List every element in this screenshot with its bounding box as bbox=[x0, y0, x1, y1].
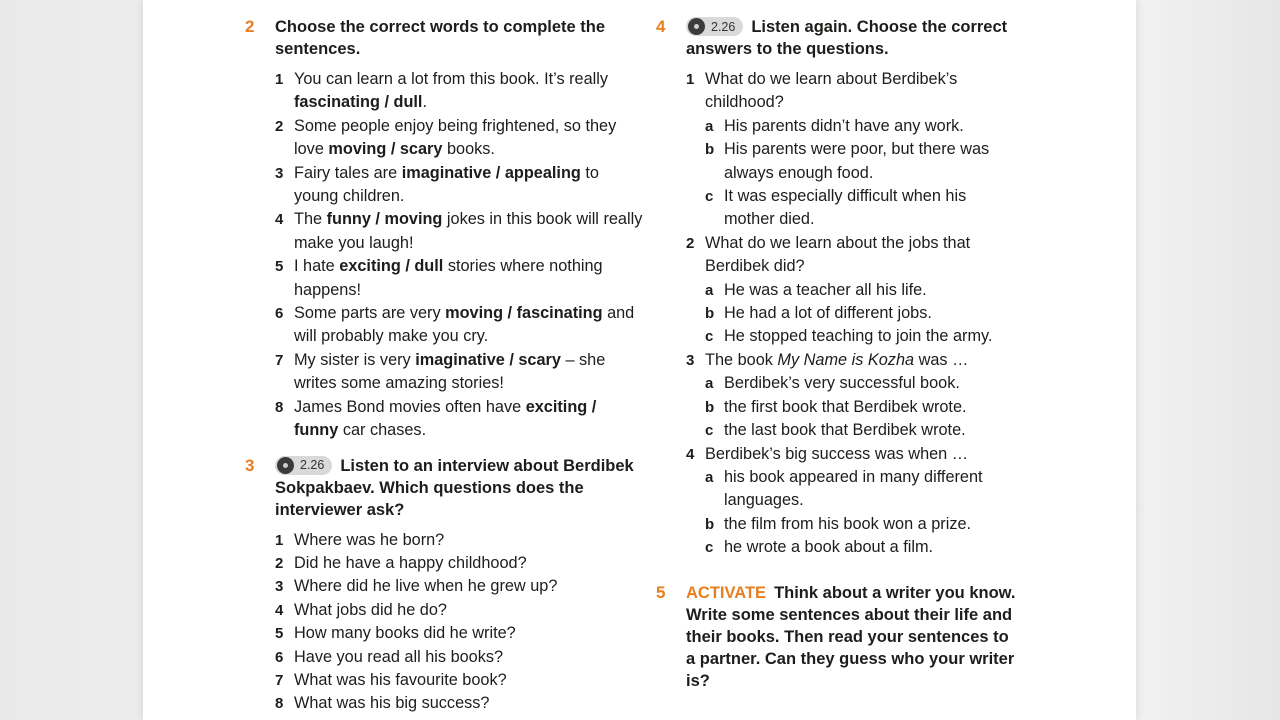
audio-track-button[interactable] bbox=[275, 456, 332, 475]
answer-option[interactable] bbox=[705, 185, 1016, 232]
track-number: 2.26 bbox=[300, 458, 325, 472]
item-number: 4 bbox=[686, 445, 695, 463]
item-text: Did he have a happy childhood? bbox=[294, 553, 527, 572]
item-number: 1 bbox=[275, 531, 284, 549]
item-text: Some people enjoy being frightened, so they love moving / scary books. bbox=[294, 116, 617, 159]
item-text: You can learn a lot from this book. It’s really fascinating / dull. bbox=[294, 70, 609, 112]
option-text: He was a teacher all his life. bbox=[724, 280, 927, 299]
item-number: 8 bbox=[275, 398, 284, 416]
item-text: Where did he live when he grew up? bbox=[294, 577, 558, 596]
list-item bbox=[275, 646, 645, 669]
option-text: It was especially difficult when his mother died. bbox=[724, 187, 967, 229]
exercise-heading: 2.26 Listen again. Choose the correct answers to the questions. bbox=[686, 16, 1016, 60]
exercise-5-header bbox=[656, 582, 1076, 692]
answer-option[interactable] bbox=[705, 513, 1016, 536]
exercise-number: 3 bbox=[245, 455, 255, 475]
question bbox=[686, 349, 1016, 372]
answer-option[interactable] bbox=[705, 115, 1016, 138]
question bbox=[686, 232, 1016, 279]
option-text: the film from his book won a prize. bbox=[724, 514, 972, 533]
item-number: 6 bbox=[275, 648, 284, 666]
activate-label: ACTIVATE bbox=[686, 583, 767, 602]
item-text: What jobs did he do? bbox=[294, 600, 447, 619]
exercise-heading: Choose the correct words to complete the sentences. bbox=[275, 18, 606, 58]
option-text: He stopped teaching to join the army. bbox=[724, 327, 993, 346]
item-number: 2 bbox=[275, 117, 284, 135]
item-number: 2 bbox=[686, 234, 695, 252]
list-item bbox=[275, 669, 645, 692]
exercise-4-header bbox=[656, 16, 1076, 60]
option-letter: c bbox=[705, 539, 714, 557]
exercise-3-header bbox=[245, 455, 645, 521]
item-number: 1 bbox=[275, 71, 284, 88]
list-item bbox=[275, 302, 645, 349]
item-text: How many books did he write? bbox=[294, 624, 516, 643]
audio-track-button[interactable] bbox=[686, 17, 743, 36]
list-item bbox=[275, 208, 645, 255]
right-column bbox=[656, 16, 1076, 692]
option-letter: b bbox=[705, 305, 715, 323]
item-number: 6 bbox=[275, 305, 284, 323]
item-number: 5 bbox=[275, 625, 284, 643]
word-choice[interactable]: fascinating / dull bbox=[294, 93, 423, 112]
answer-option[interactable] bbox=[705, 396, 1016, 419]
list-item bbox=[275, 68, 645, 115]
list-item bbox=[275, 599, 645, 622]
answer-option[interactable] bbox=[705, 138, 1016, 185]
left-column bbox=[245, 16, 645, 716]
exercise-3-items bbox=[275, 529, 645, 716]
exercise-number: 2 bbox=[245, 17, 255, 36]
item-text: My sister is very imaginative / scary – she writes some amazing stories! bbox=[294, 350, 606, 393]
item-number: 3 bbox=[686, 351, 695, 369]
exercise-number: 4 bbox=[656, 17, 666, 36]
option-letter: b bbox=[705, 398, 715, 416]
option-letter: b bbox=[705, 141, 715, 159]
option-text: the first book that Berdibek wrote. bbox=[724, 397, 967, 416]
option-letter: a bbox=[705, 468, 714, 486]
item-number: 4 bbox=[275, 601, 284, 619]
answer-option[interactable] bbox=[705, 325, 1016, 348]
cd-icon bbox=[277, 457, 294, 474]
option-text: his book appeared in many different languages. bbox=[724, 467, 983, 510]
exercise-4-questions bbox=[686, 68, 1016, 560]
item-text: Some parts are very moving / fascinating and will probably make you cry. bbox=[294, 304, 635, 346]
item-number: 1 bbox=[686, 71, 695, 88]
answer-option[interactable] bbox=[705, 466, 1016, 513]
item-number: 7 bbox=[275, 351, 284, 369]
exercise-heading: 2.26 Listen to an interview about Berdibek Sokpakbaev. Which questions does the interviewer ask? bbox=[275, 455, 645, 521]
option-letter: a bbox=[705, 117, 714, 135]
item-text: Fairy tales are imaginative / appealing to young children. bbox=[294, 163, 599, 206]
option-letter: c bbox=[705, 328, 714, 346]
exercise-2-items bbox=[275, 68, 645, 443]
answer-option[interactable] bbox=[705, 536, 1016, 559]
option-letter: c bbox=[705, 188, 714, 206]
option-text: the last book that Berdibek wrote. bbox=[724, 421, 966, 440]
list-item bbox=[275, 692, 645, 715]
list-item bbox=[275, 255, 645, 302]
item-text: Where was he born? bbox=[294, 530, 445, 549]
question bbox=[686, 443, 1016, 466]
list-item bbox=[275, 575, 645, 598]
item-text: I hate exciting / dull stories where nothing happens! bbox=[294, 257, 603, 299]
option-text: His parents didn’t have any work. bbox=[724, 116, 964, 135]
item-text: James Bond movies often have exciting / funny car chases. bbox=[294, 397, 597, 440]
word-choice[interactable]: imaginative / appealing bbox=[401, 163, 581, 182]
item-text: What was his favourite book? bbox=[294, 670, 507, 689]
answer-option[interactable] bbox=[705, 372, 1016, 395]
item-number: 2 bbox=[275, 554, 284, 572]
answer-option[interactable] bbox=[705, 419, 1016, 442]
option-letter: a bbox=[705, 281, 714, 299]
answer-option[interactable] bbox=[705, 302, 1016, 325]
list-item bbox=[275, 552, 645, 575]
word-choice[interactable]: exciting / dull bbox=[339, 257, 444, 276]
option-letter: c bbox=[705, 422, 714, 440]
question-text: What do we learn about Berdibek’s childhood? bbox=[705, 70, 958, 112]
item-number: 5 bbox=[275, 258, 284, 276]
book-title: My Name is Kozha bbox=[777, 350, 915, 369]
word-choice[interactable]: exciting / funny bbox=[294, 397, 597, 440]
item-number: 3 bbox=[275, 164, 284, 182]
option-letter: a bbox=[705, 375, 714, 393]
answer-option[interactable] bbox=[705, 279, 1016, 302]
exercise-2-header bbox=[245, 16, 645, 60]
question-text: What do we learn about the jobs that Berdibek did? bbox=[705, 233, 971, 276]
item-text: The funny / moving jokes in this book will really make you laugh! bbox=[294, 210, 643, 252]
item-number: 8 bbox=[275, 695, 284, 713]
cd-icon bbox=[688, 18, 705, 35]
question-text: Berdibek’s big success was when … bbox=[705, 444, 969, 463]
list-item bbox=[275, 162, 645, 209]
item-text: What was his big success? bbox=[294, 694, 490, 713]
option-text: He had a lot of different jobs. bbox=[724, 304, 932, 323]
item-number: 7 bbox=[275, 671, 284, 689]
list-item bbox=[275, 622, 645, 645]
word-choice[interactable]: imaginative / scary bbox=[415, 350, 561, 369]
list-item bbox=[275, 115, 645, 162]
word-choice[interactable]: funny / moving bbox=[326, 210, 443, 229]
question bbox=[686, 68, 1016, 115]
option-letter: b bbox=[705, 515, 715, 533]
word-choice[interactable]: moving / scary bbox=[328, 140, 443, 159]
track-number: 2.26 bbox=[711, 19, 736, 34]
item-number: 3 bbox=[275, 578, 284, 596]
exercise-heading: ACTIVATE Think about a writer you know. Write some sentences about their life and their books. Then read your sentences to a partner. Can they guess who your writer is? bbox=[686, 583, 1016, 690]
exercise-number: 5 bbox=[656, 582, 666, 602]
item-number: 4 bbox=[275, 211, 284, 229]
list-item bbox=[275, 349, 645, 396]
list-item bbox=[275, 396, 645, 443]
word-choice[interactable]: moving / fascinating bbox=[445, 304, 603, 323]
option-text: His parents were poor, but there was always enough food. bbox=[724, 140, 990, 182]
question-text: The book My Name is Kozha was … bbox=[705, 350, 969, 369]
option-text: Berdibek’s very successful book. bbox=[724, 374, 960, 393]
option-text: he wrote a book about a film. bbox=[724, 538, 934, 557]
item-text: Have you read all his books? bbox=[294, 647, 504, 666]
list-item bbox=[275, 529, 645, 552]
